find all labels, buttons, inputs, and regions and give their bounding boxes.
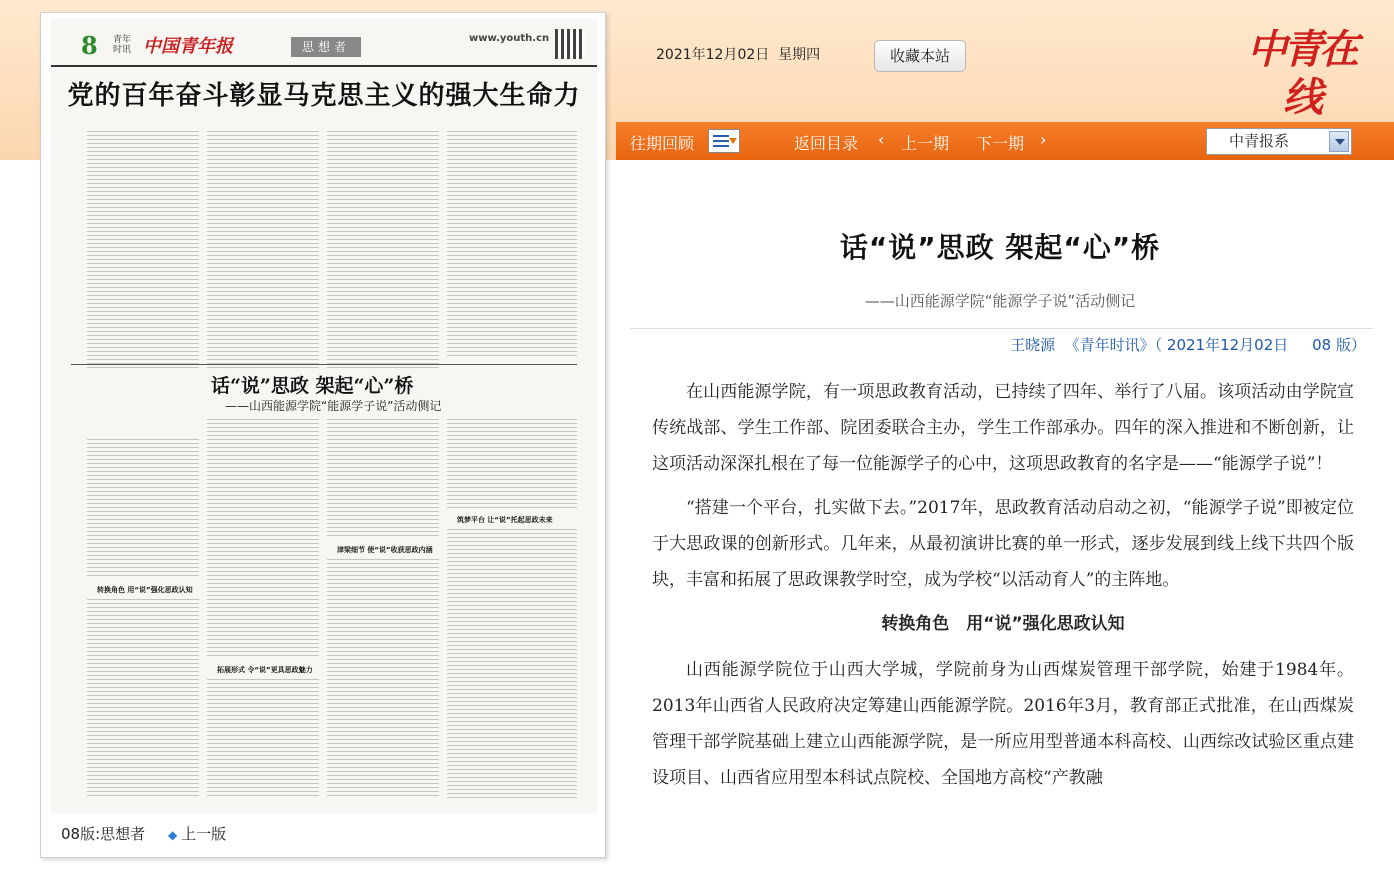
scan-headline: 党的百年奋斗彰显马克思主义的强大生命力: [67, 81, 581, 111]
article-body: [652, 374, 1354, 804]
current-page-label: 08版:思想者: [61, 825, 146, 843]
scan-mini-heading: 拓展形式 令“说”更具思政魅力: [217, 666, 313, 674]
chevron-right-icon: ›: [1040, 130, 1047, 149]
article-paragraph: 山西能源学院位于山西大学城，学院前身为山西煤炭管理干部学院，始建于1984年。2013年山西省人民政府决定筹建山西能源学院。2016年3月，教育部正式批准，在山西煤炭管理干部学院基础上建立山西能源学院，是一所应用型普通本科高校、山西综改试验区重点建设项目、山西省应用型本科试点院校、全国地方高校“产教融: [652, 660, 1354, 788]
scan-text-column: [207, 419, 319, 659]
scan-divider: [71, 364, 577, 365]
article-source: 《青年时讯》: [1064, 336, 1155, 354]
scan-mini-heading: 津梁细节 使“说”收获思政内涵: [337, 546, 433, 554]
scan-text-column: [207, 679, 319, 799]
current-date: 2021年12月02日: [656, 47, 770, 63]
scan-section-tag: 思想者: [291, 37, 361, 57]
site-logo[interactable]: [1246, 26, 1356, 134]
logo-mark: 中青在线: [1247, 26, 1355, 121]
list-line: [713, 140, 729, 142]
prev-page-link[interactable]: [168, 825, 226, 843]
scan-small-label: 青年时讯: [113, 35, 132, 55]
prev-page-label: 上一版: [181, 825, 227, 843]
chevron-down-icon[interactable]: [1329, 131, 1349, 152]
article-author: 王晓源: [1010, 336, 1056, 354]
scan-text-column: [327, 131, 439, 371]
scan-text-column: [87, 439, 199, 579]
paper-select-value: 中青报系: [1229, 132, 1290, 150]
scan-text-column: [327, 559, 439, 799]
list-line: [713, 145, 729, 147]
issue-nav-bar: [616, 122, 1394, 160]
scan-paper-logo: 中国青年报: [143, 36, 233, 57]
scan-sub-subtitle: ——山西能源学院“能源学子说”活动侧记: [225, 399, 442, 413]
chevron-left-icon: ‹: [878, 130, 885, 149]
prev-issue-link[interactable]: 上一期: [901, 134, 950, 153]
article-title: 话“说”思政 架起“心”桥: [839, 231, 1161, 264]
paper-select-dropdown[interactable]: [1206, 128, 1352, 155]
article-date: 2021年12月02日: [1166, 336, 1289, 354]
scan-text-column: [87, 599, 199, 799]
newspaper-page-panel: [40, 12, 606, 858]
date-display: [656, 44, 820, 64]
scan-mini-heading: 转换角色 用“说”强化思政认知: [97, 586, 193, 594]
qr-code-icon: [555, 29, 585, 59]
back-to-index-link[interactable]: 返回目录: [794, 134, 859, 153]
next-issue-link[interactable]: 下一期: [976, 134, 1025, 153]
newspaper-page-image[interactable]: [51, 19, 597, 813]
current-weekday: 星期四: [778, 47, 821, 63]
page-nav-footer: [61, 823, 226, 844]
scan-text-column: [447, 419, 577, 509]
issue-list-icon[interactable]: [708, 129, 740, 153]
diamond-icon: ◆: [167, 828, 178, 842]
scan-text-column: [207, 131, 319, 371]
scan-text-column: [327, 419, 439, 539]
article-subtitle: ——山西能源学院“能源学子说”活动侧记: [864, 292, 1136, 310]
scan-sub-headline: 话“说”思政 架起“心”桥: [211, 375, 414, 397]
scan-mini-heading: 筑梦平台 让“说”托起思政未来: [457, 516, 553, 524]
dropdown-arrow-icon: [729, 138, 737, 144]
article-divider: [630, 328, 1373, 329]
article-paragraph: 在山西能源学院，有一项思政教育活动，已持续了四年、举行了八届。该项活动由学院宣传统战部、学生工作部、院团委联合主办，学生工作部承办。四年的深入推进和不断创新，让这项活动深深扎根在了每一位能源学子的心中，这项思政教育的名字是——“能源学子说”！: [652, 382, 1354, 474]
bookmark-site-button[interactable]: 收藏本站: [874, 40, 966, 72]
scan-masthead: [51, 19, 597, 67]
article-byline: 王晓源 《青年时讯》（ 2021年12月02日 08 版）: [1010, 336, 1366, 354]
scan-text-column: [447, 131, 577, 356]
article-edition: 08 版: [1312, 336, 1351, 354]
scan-text-column: [87, 131, 199, 371]
back-issues-link[interactable]: 往期回顾: [630, 134, 695, 153]
scan-url: www.youth.cn: [469, 33, 550, 44]
article-section-heading: 转换角色 用“说”强化思政认知: [881, 614, 1125, 634]
scan-page-number: 8: [81, 31, 98, 60]
scan-text-column: [447, 529, 577, 799]
list-line: [713, 135, 729, 137]
article-paragraph: “搭建一个平台，扎实做下去。”2017年，思政教育活动启动之初，“能源学子说”即被定位于大思政课的创新形式。几年来，从最初演讲比赛的单一形式，逐步发展到线上线下共四个版块，丰富和拓展了思政课教学时空，成为学校“以活动育人”的主阵地。: [652, 498, 1354, 590]
